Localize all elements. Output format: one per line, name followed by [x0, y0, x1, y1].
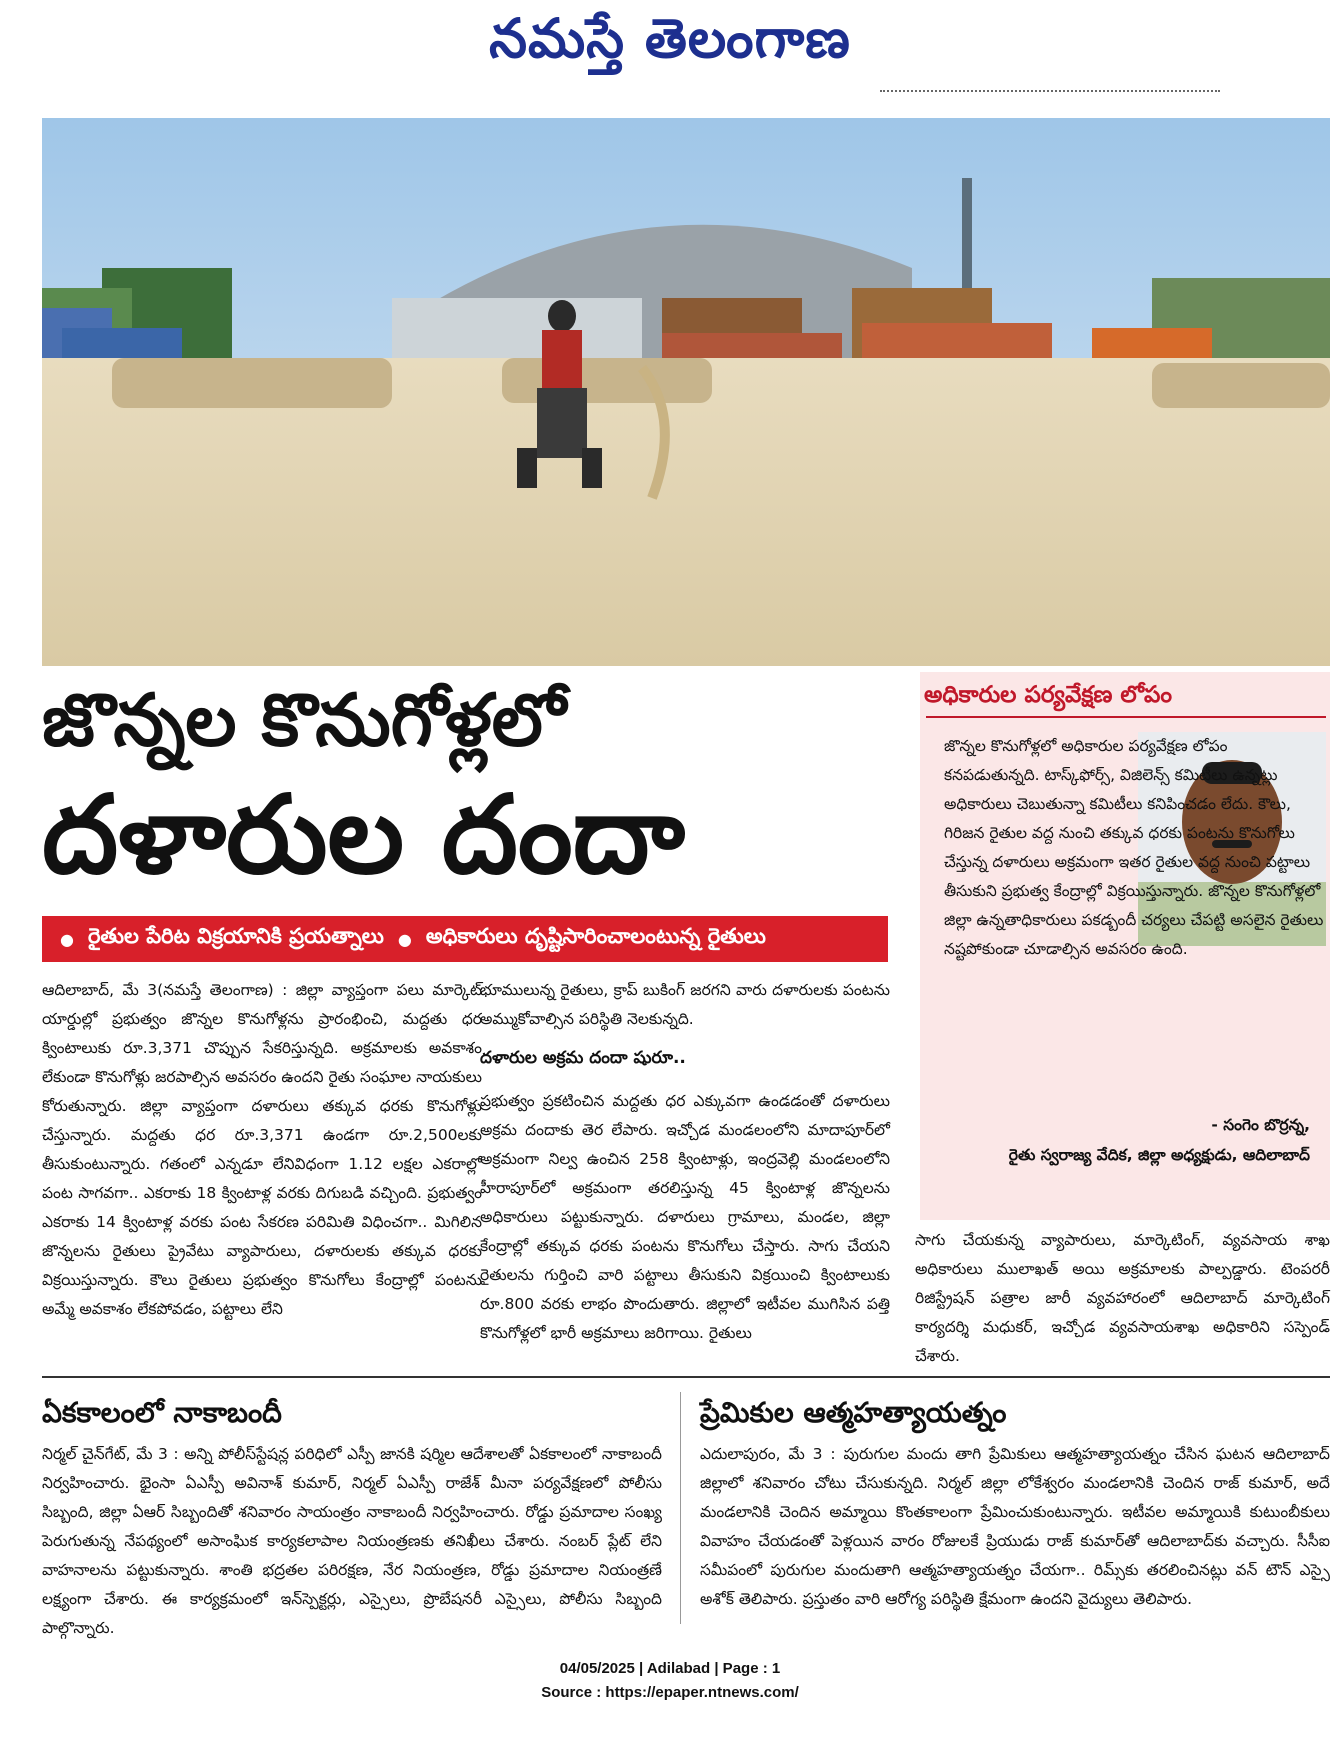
bullet-icon: ● [60, 929, 74, 949]
story-left-title: ఏకకాలంలో నాకాబందీ [42, 1396, 282, 1429]
story-right-title: ప్రేమికుల ఆత్మహత్యాయత్నం [700, 1396, 1007, 1429]
main-story-col1: ఆదిలాబాద్, మే 3(నమస్తే తెలంగాణ) : జిల్లా వ్యాప్తంగా పలు మార్కెట్ యార్డుల్లో ప్రభుత్వం జొన్నల కొనుగోళ్లను ప్రారంభించి, మద్దతు ధర క్వింటాలుకు రూ.3,371 చొప్పున సేకరిస్తున్నది. అక్రమాలకు అవకాశం లేకుండా కొనుగోళ్లు జరపాల్సిన అవసరం ఉందని రైతు సంఘాల నాయకులు కోరుతున్నారు. జిల్లా వ్యాప్తంగా దళారులు తక్కువ ధరకు కొనుగోళ్లు చేస్తున్నారు. మద్దతు ధర రూ.3,371 ఉండగా రూ.2,500లకు తీసుకుంటున్నారు. గతంలో ఎన్నడూ లేనివిధంగా 1.12 లక్షల ఎకరాల్లో పంట సాగవగా.. ఎకరాకు 18 క్వింటాళ్ల వరకు దిగుబడి వచ్చింది. ప్రభుత్వం ఎకరాకు 14 క్వింటాళ్ల వరకు పంట సేకరణ పరిమితి విధించగా.. మిగిలిన జొన్నలను రైతులు ప్రైవేటు వ్యాపారులు, దళారులకు తక్కువ ధరకు విక్రయిస్తున్నారు. కౌలు రైతులు ప్రభుత్వం కొనుగోలు కేంద్రాల్లో పంటను అమ్మే అవకాశం లేకపోవడం, పట్టాలు లేని [42, 981, 482, 1318]
masthead [0, 0, 1340, 80]
grain-drying-photo-icon [42, 118, 1330, 666]
story-left-body: నిర్మల్ చైన్‌గేట్, మే 3 : అన్ని పోలీస్‌స్టేషన్ల పరిధిలో ఎస్పీ జానకి షర్మిల ఆదేశాలతో ఏకకాలంలో నాకాబందీ నిర్వహించారు. భైంసా ఏఎస్పీ అవినాశ్ కుమార్, నిర్మల్ ఏఎస్పీ రాజేశ్ మీనా పర్యవేక్షణలో పోలీసు సిబ్బంది, జిల్లా ఏఆర్ సిబ్బందితో శనివారం సాయంత్రం నాకాబందీ నిర్వహించారు. రోడ్డు ప్రమాదాల సంఖ్య పెరుగుతున్న నేపథ్యంలో అసాంఘిక కార్యకలాపాల నియంత్రణకు తనిఖీలు చేశారు. నంబర్ ప్లేట్ లేని వాహనాలను పట్టుకున్నారు. శాంతి భద్రతల పరిరక్షణ, నేర నియంత్రణ, రోడ్డు ప్రమాదాల నియంత్రణే లక్ష్యంగా చేశారు. ఈ కార్యక్రమంలో ఇన్‌స్పెక్టర్లు, ఎస్సైలు, ప్రొబేషనరీ ఎస్సైలు, పోలీసు సిబ్బంది పాల్గొన్నారు. [42, 1445, 662, 1637]
lead-photo [42, 118, 1330, 666]
subhead-bar [42, 916, 888, 962]
main-story-col3: సాగు చేయకున్న వ్యాపారులు, మార్కెటింగ్, వ్యవసాయ శాఖ అధికారులు ములాఖత్ అయి అక్రమాలకు పాల్పడ్డారు. టెంపరరీ రిజిస్ట్రేషన్ పత్రాల జారీ వ్యవహారంలో ఆదిలాబాద్ మార్కెటింగ్ కార్యదర్శి మధుకర్, ఇచ్చోడ వ్యవసాయశాఖ అధికారిని సస్పెండ్ చేశారు. [915, 1231, 1330, 1365]
headline-main: దళారుల దందా [42, 773, 685, 898]
footer-date: 04/05/2025 | Adilabad | Page : 1 [559, 1660, 781, 1677]
sidebar-quote-box [920, 672, 1330, 1220]
newspaper-logo: నమస్తే తెలంగాణ [489, 6, 851, 70]
main-story-col2-intro: భూములున్న రైతులు, క్రాప్ బుకింగ్ జరగని వారు దళారులకు పంటను అమ్ముకోవాల్సిన పరిస్థితి నెలకున్నది. [480, 981, 890, 1028]
subhead-1: రైతుల పేరిట విక్రయానికి ప్రయత్నాలు [87, 924, 384, 948]
headline-kicker: జొన్నల కొనుగోళ్లలో [42, 678, 566, 762]
column-divider [680, 1392, 681, 1624]
story-right-body: ఎదులాపురం, మే 3 : పురుగుల మందు తాగి ప్రేమికులు ఆత్మహత్యాయత్నం చేసిన ఘటన ఆదిలాబాద్ జిల్లాలో శనివారం చోటు చేసుకున్నది. నిర్మల్ జిల్లా లోకేశ్వరం మండలానికి చెందిన రాజ్ కుమార్, అదే మండలానికి చెందిన అమ్మాయి కొంతకాలంగా ప్రేమించుకుంటున్నారు. ఇటీవల అమ్మాయికి కుటుంబీకులు వివాహం చేయడంతో పెళ్లయిన వారం రోజులకే ప్రియుడు రాజ్ కుమార్‌తో ఆదిలాబాద్‌కు వచ్చారు. సీసీఐ సమీపంలో పురుగుల మందుతాగి ఆత్మహత్యాయత్నం చేయగా.. రిమ్స్‌కు తరలించినట్లు వన్ టౌన్ ఎస్సై అశోక్ తెలిపారు. ప్రస్తుతం వారి ఆరోగ్య పరిస్థితి క్షేమంగా ఉందని వైద్యులు తెలిపారు. [700, 1445, 1330, 1608]
section-divider [42, 1376, 1330, 1378]
subhead-2: అధికారులు దృష్టిసారించాలంటున్న రైతులు [425, 924, 766, 948]
sidebar-text: జొన్నల కొనుగోళ్లలో అధికారుల పర్యవేక్షణ లోపం కనపడుతున్నది. టాస్క్‌ఫోర్స్, విజిలెన్స్ కమిటీలు ఉన్నట్లు అధికారులు చెబుతున్నా కమిటీలు కనిపించడం లేదు. కౌలు, గిరిజన రైతుల వద్ద నుంచి తక్కువ ధరకు పంటను కొనుగోలు చేస్తున్న దళారులు అక్రమంగా ఇతర రైతుల వద్ద నుంచి పట్టాలు తీసుకుని ప్రభుత్వ కేంద్రాల్లో విక్రయిస్తున్నారు. జొన్నల కొనుగోళ్లలో జిల్లా ఉన్నతాధికారులు పకడ్బందీ చర్యలు చేపట్టి అసలైన రైతులు నష్టపోకుండా చూడాల్సిన అవసరం ఉంది. [944, 737, 1324, 958]
sidebar-byline: - సంగెం బొర్రన్న, [1211, 1116, 1310, 1134]
footer-source: Source : https://epaper.ntnews.com/ [541, 1684, 799, 1701]
bullet-icon: ● [397, 929, 412, 949]
masthead-divider [880, 90, 1220, 96]
main-story-col2-body: ప్రభుత్వం ప్రకటించిన మద్దతు ధర ఎక్కువగా ఉండడంతో దళారులు అక్రమ దందాకు తెర లేపారు. ఇచ్చోడ మండలంలోని మాదాపూర్‌లో అక్రమంగా నిల్వ ఉంచిన 258 క్వింటాళ్లు, ఇంద్రవెల్లి మండలంలోని హీరాపూర్‌లో అక్రమంగా తరలిస్తున్న 45 క్వింటాళ్ల జొన్నలను అధికారులు పట్టుకున్నారు. దళారులు గ్రామాలు, మండల, జిల్లా కేంద్రాల్లో తక్కువ ధరకు పంటను కొనుగోలు చేస్తారు. సాగు చేయని రైతులను గుర్తించి వారి పట్టాలు తీసుకుని విక్రయించి క్వింటాలుకు రూ.800 వరకు లాభం పొందుతారు. జిల్లాలో ఇటీవల ముగిసిన పత్తి కొనుగోళ్లలో భారీ అక్రమాలు జరిగాయి. రైతులు [480, 1092, 890, 1342]
sidebar-byline-role: రైతు స్వరాజ్య వేదిక, జిల్లా అధ్యక్షుడు, ఆదిలాబాద్ [1008, 1146, 1310, 1164]
sidebar-rule [926, 716, 1326, 718]
main-story-col2 [480, 976, 890, 1348]
main-story-subheading: దళారుల అక్రమ దందా షురూ.. [480, 1048, 686, 1068]
sidebar-title: అధికారుల పర్యవేక్షణ లోపం [924, 682, 1173, 708]
